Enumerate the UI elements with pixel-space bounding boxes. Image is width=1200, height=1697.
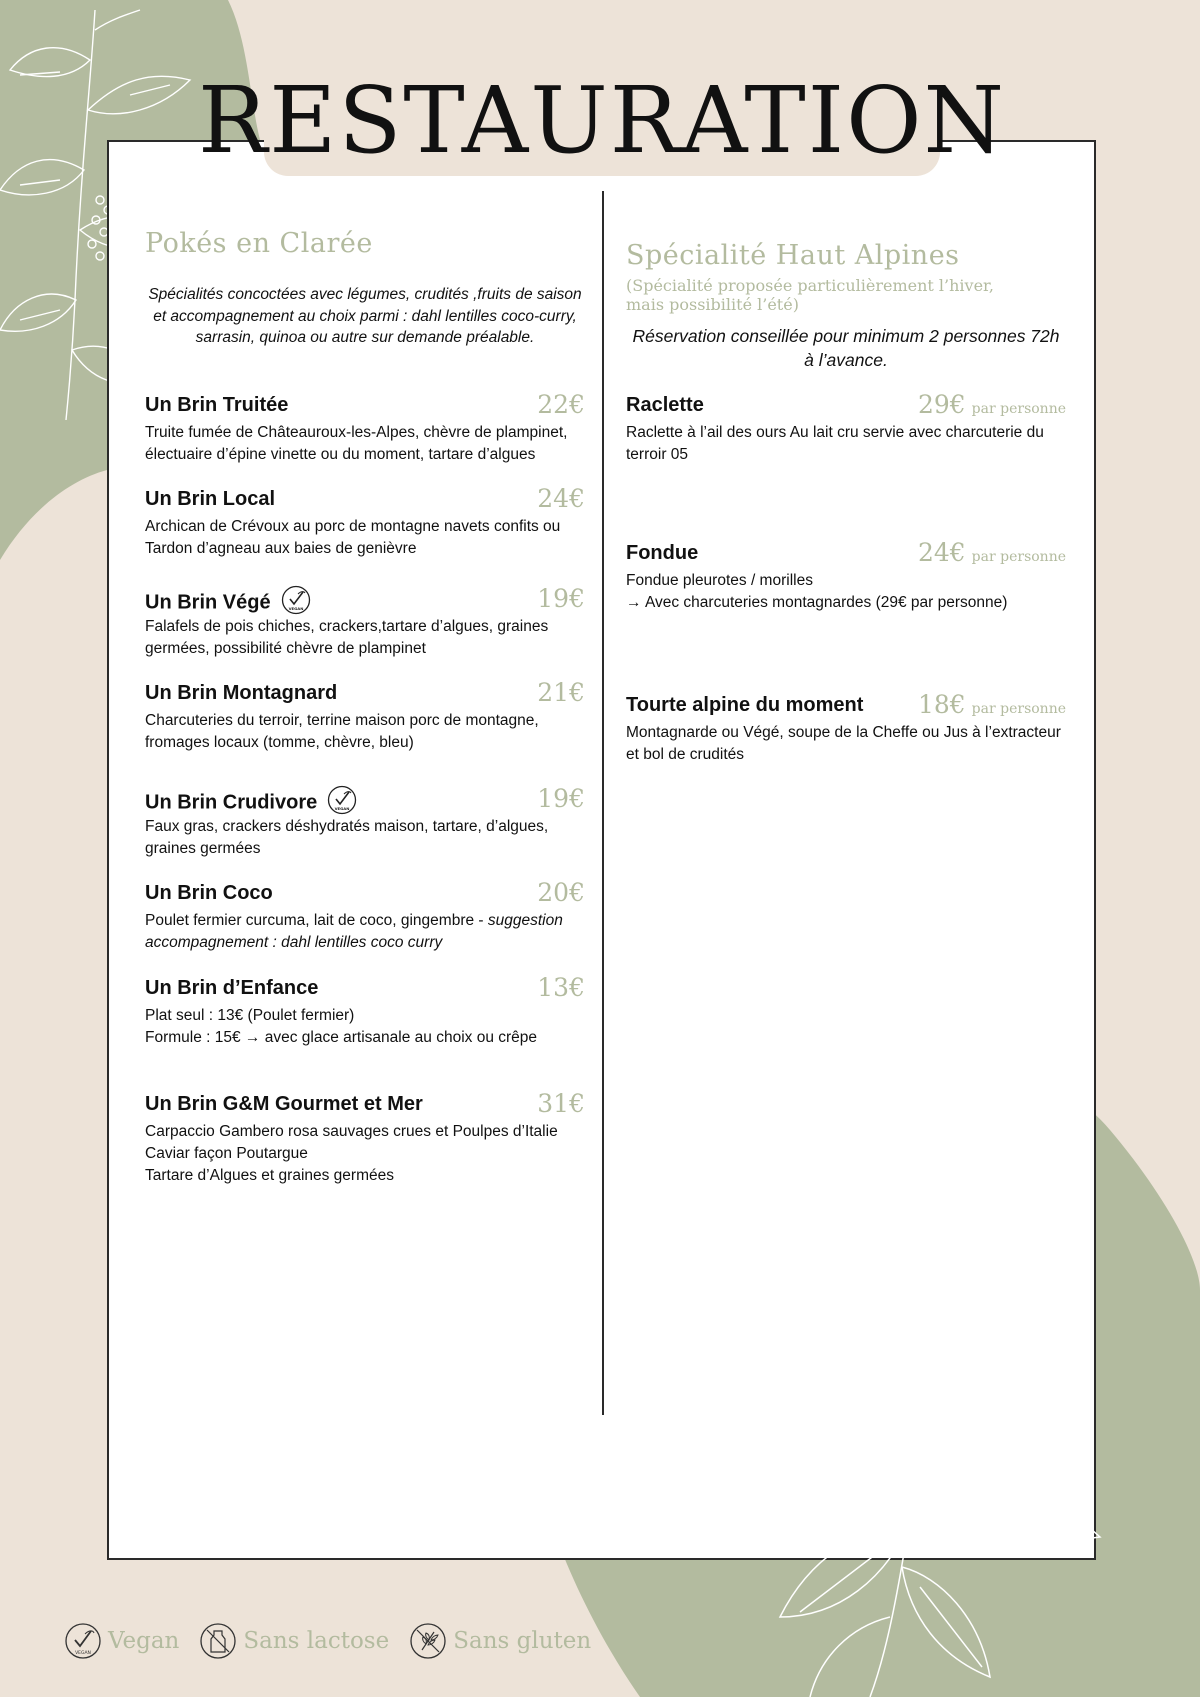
item-description-line: Plat seul : 13€ (Poulet fermier) [145, 1007, 355, 1024]
item-price: 31€ [537, 1089, 585, 1118]
title-tab [197, 56, 1007, 176]
menu-item [145, 390, 585, 466]
left-column [145, 228, 585, 1228]
item-name [145, 788, 357, 818]
menu-item [145, 784, 585, 860]
menu-item [145, 678, 585, 754]
left-section-title: Pokés en Clarée [145, 228, 373, 259]
menu-item [145, 484, 585, 560]
vegan-icon [327, 785, 357, 815]
item-price: 21€ [537, 678, 585, 707]
item-price: 13€ [537, 973, 585, 1002]
item-name: Tourte alpine du moment [626, 694, 864, 716]
item-price-value: 29€ [917, 390, 966, 419]
item-name: Un Brin G&M Gourmet et Mer [145, 1093, 423, 1115]
item-name: Un Brin Montagnard [145, 682, 338, 704]
item-price: 22€ [537, 390, 585, 419]
no-gluten-icon [409, 1622, 447, 1660]
item-price-value: 18€ [917, 690, 966, 719]
vegan-badge-text: VEGAN [334, 806, 350, 811]
legend-vegan-label: Vegan [108, 1628, 180, 1654]
item-description-line: → Avec charcuteries montagnardes (29€ par personne) [626, 594, 1008, 611]
column-divider [602, 191, 604, 1415]
item-price: 19€ [537, 784, 585, 813]
per-person-label: par personne [971, 701, 1066, 717]
vegan-badge-text: VEGAN [288, 606, 303, 611]
legend-gluten-free [409, 1622, 591, 1660]
item-price [918, 690, 1066, 719]
item-price [918, 538, 1066, 567]
item-description-line: Carpaccio Gambero rosa sauvages crues et Poulpes d’Italie [145, 1123, 558, 1140]
vegan-icon [281, 585, 311, 615]
diet-legend [64, 1622, 611, 1660]
left-intro: Spécialités concoctées avec légumes, crudités ,fruits de saison et accompagnement au choix parmi : dahl lentilles coco-curry, sarrasin, quinoa ou autre sur demande préalable. [148, 286, 582, 346]
item-description-line: Caviar façon Poutargue [145, 1145, 308, 1162]
vegan-icon [64, 1622, 102, 1660]
legend-lactose-label: Sans lactose [243, 1628, 390, 1654]
legend-vegan [64, 1622, 179, 1660]
item-description-line: Formule : 15€ → avec glace artisanale au choix ou crêpe [145, 1029, 538, 1046]
menu-item [145, 878, 585, 954]
menu-item [145, 1089, 585, 1187]
item-name: Un Brin Local [145, 488, 276, 510]
item-description-line: Fondue pleurotes / morilles [626, 572, 813, 589]
item-name [145, 588, 311, 618]
legend-lactose-free [199, 1622, 389, 1660]
item-description: Raclette à l’ail des ours Au lait cru servie avec charcuterie du terroir 05 [626, 424, 1044, 463]
item-price: 24€ [537, 484, 585, 513]
menu-item [626, 390, 1066, 466]
item-description: Truite fumée de Châteauroux-les-Alpes, chèvre de plampinet, électuaire d’épine vinette ou du moment, tartare d’algues [145, 424, 568, 463]
item-price: 19€ [537, 584, 585, 613]
right-section-subtitle-line: (Spécialité proposée particulièrement l’hiver, [626, 276, 995, 295]
right-section-subtitle-line: mais possibilité l’été) [626, 295, 799, 314]
item-description: Falafels de pois chiches, crackers,tartare d’algues, graines germées, possibilité chèvre de plampinet [145, 618, 549, 657]
item-description: Archican de Crévoux au porc de montagne navets confits ou Tardon d’agneau aux baies de genièvre [145, 518, 561, 557]
item-description: Montagnarde ou Végé, soupe de la Cheffe ou Jus à l’extracteur et bol de crudités [626, 724, 1061, 763]
item-description: Faux gras, crackers déshydratés maison, tartare, d’algues, graines germées [145, 818, 549, 857]
item-description [145, 1005, 585, 1049]
no-milk-icon [199, 1622, 237, 1660]
item-name-text: Un Brin Crudivore [145, 791, 318, 814]
item-description-suggestion: suggestion accompagnement : dahl lentilles coco curry [145, 912, 563, 951]
menu-item [626, 538, 1066, 614]
item-name-text: Un Brin Végé [145, 591, 271, 614]
right-intro: Réservation conseillée pour minimum 2 personnes 72h à l’avance. [632, 326, 1060, 370]
page-title: RESTAURATION [197, 67, 1007, 174]
per-person-label: par personne [971, 401, 1066, 417]
item-description-line: Tartare d’Algues et graines germées [145, 1167, 394, 1184]
plant-illustration-bottom-right [720, 1217, 1170, 1697]
menu-item [145, 584, 585, 660]
item-price [918, 390, 1066, 419]
item-description-main: Poulet fermier curcuma, lait de coco, gingembre - [145, 912, 488, 929]
right-section-subtitle [626, 276, 994, 314]
item-description [145, 1121, 585, 1187]
item-description: Charcuteries du terroir, terrine maison porc de montagne, fromages locaux (tomme, chèvre, bleu) [145, 712, 539, 751]
item-price: 20€ [537, 878, 585, 907]
item-price-value: 24€ [917, 538, 966, 567]
item-name: Un Brin Truitée [145, 394, 289, 416]
item-description [626, 570, 1066, 614]
legend-gluten-label: Sans gluten [453, 1628, 592, 1654]
item-name: Raclette [626, 394, 704, 416]
item-name: Fondue [626, 542, 699, 564]
right-column [626, 240, 1066, 800]
item-name: Un Brin Coco [145, 882, 273, 904]
menu-item [145, 973, 585, 1049]
per-person-label: par personne [971, 549, 1066, 565]
right-section-title: Spécialité Haut Alpines [626, 240, 960, 271]
item-name: Un Brin d’Enfance [145, 977, 319, 999]
item-description [145, 910, 585, 954]
menu-item [626, 690, 1066, 766]
vegan-badge-text: VEGAN [75, 1651, 91, 1656]
